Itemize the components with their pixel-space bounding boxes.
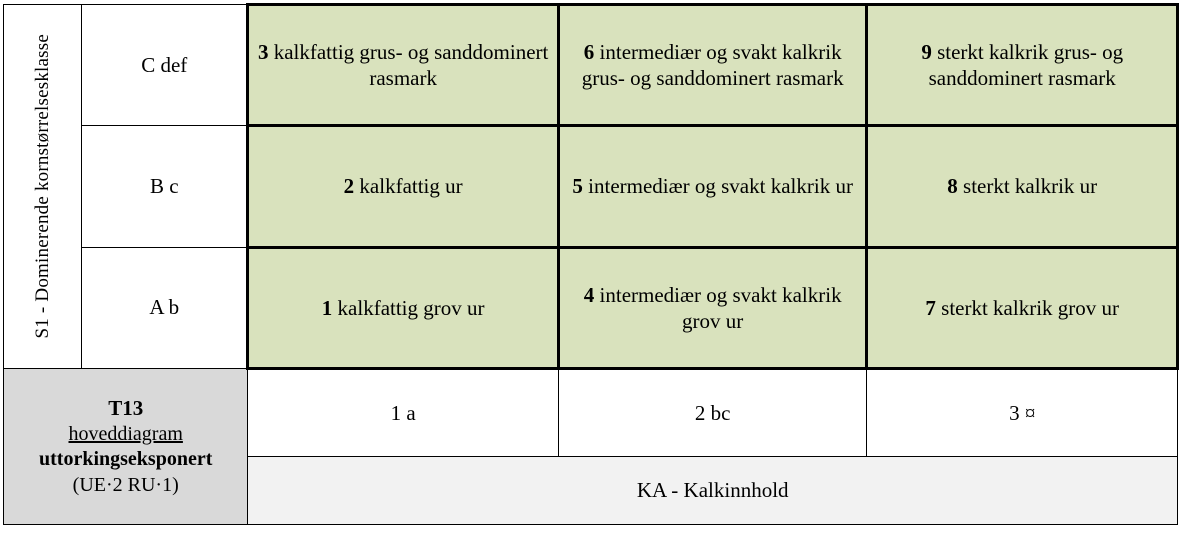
matrix-cell-8-text: sterkt kalkrik ur [963,174,1098,199]
table-row [4,5,1178,126]
matrix-cell-7-text: sterkt kalkrik grov ur [941,295,1120,320]
matrix-cell-8[interactable] [867,126,1178,247]
corner-line-3: uttorkingseksponert [39,448,213,471]
matrix-cell-6-number: 6 [583,39,595,64]
y-axis-label-cell [4,5,82,369]
matrix-cell-1-number: 1 [321,295,333,320]
matrix-cell-5-number: 5 [572,174,583,199]
corner-line-4: (UE·2 RU·1) [72,473,179,496]
matrix-cell-6[interactable] [558,5,867,126]
classification-matrix [3,3,1179,525]
matrix-cell-5-text: intermediær og svakt kalkrik ur [588,174,853,199]
matrix-cell-2-text: kalkfattig ur [359,174,463,199]
matrix-cell-1[interactable] [248,247,559,368]
matrix-cell-1-text: kalkfattig grov ur [337,295,485,320]
table-row [4,369,1178,457]
matrix-cell-4-number: 4 [583,282,595,307]
y-tick-c: C def [82,5,248,126]
matrix-cell-6-text: intermediær og svakt kalkrik grus- og sanddominert rasmark [581,39,844,91]
matrix-cell-3-text: kalkfattig grus- og sanddominert rasmark [273,39,549,91]
x-tick-3: 3 ¤ [867,369,1178,457]
matrix-cell-3-number: 3 [257,39,269,64]
matrix-cell-3[interactable] [248,5,559,126]
diagram-container [0,3,1180,536]
matrix-cell-2-number: 2 [343,174,355,199]
matrix-cell-4[interactable] [558,247,867,368]
matrix-cell-4-text: intermediær og svakt kalkrik grov ur [599,282,842,333]
corner-line-2: hoveddiagram [68,422,183,445]
matrix-cell-9-text: sterkt kalkrik grus- og sanddominert rasmark [928,39,1124,91]
table-row [4,126,1178,247]
matrix-cell-5[interactable] [558,126,867,247]
diagram-corner-label [4,369,248,525]
y-axis-label: S1 - Dominerende kornstørrelsesklasse [31,34,53,339]
x-tick-2: 2 bc [558,369,867,457]
x-axis-label: KA - Kalkinnhold [248,457,1178,525]
matrix-cell-9-number: 9 [921,39,932,64]
matrix-cell-2[interactable] [248,126,559,247]
x-tick-1: 1 a [248,369,559,457]
matrix-cell-8-number: 8 [947,174,958,199]
y-tick-a: A b [82,247,248,368]
y-tick-b: B c [82,126,248,247]
matrix-cell-7[interactable] [867,247,1178,368]
matrix-cell-7-number: 7 [925,295,936,320]
corner-line-1: T13 [108,395,144,420]
table-row [4,247,1178,368]
matrix-cell-9[interactable] [867,5,1178,126]
